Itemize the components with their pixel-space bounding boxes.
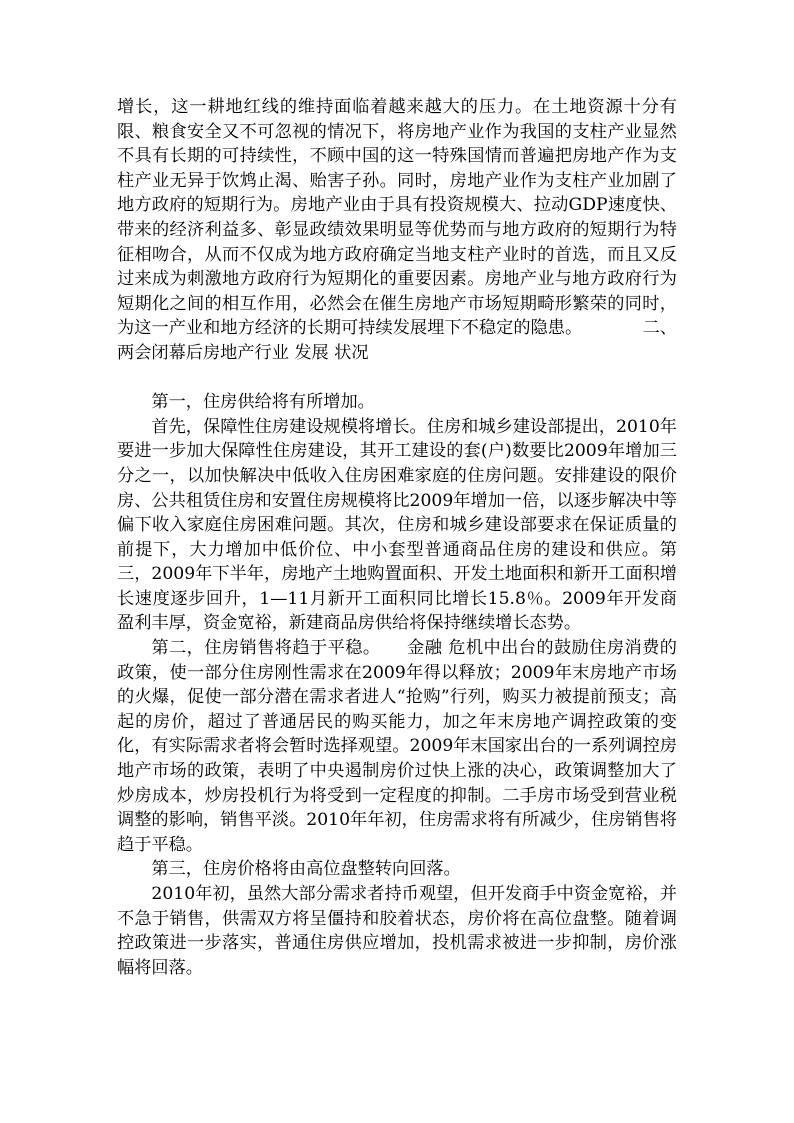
paragraph-point1-heading: 第一，住房供给将有所增加。 [151,392,375,413]
document-body [117,95,677,980]
paragraph-intro: 增长，这一耕地红线的维持面临着越来越大的压力。在土地资源十分有限、粮食安全又不可忽视的情况下，将房地产业作为我国的支柱产业显然不具有长期的可持续性，不顾中国的这一特殊国情而普遍把房地产作为支柱产业无异于饮鸩止渴、贻害子孙。同时，房地产业作为支柱产业加剧了地方政府的短期行为。房地产业由于具有投资规模大、拉动GDP速度快、带来的经济利益多、彰显政绩效果明显等优势而与地方政府的短期行为特征相吻合，从而不仅成为地方政府确定当地支柱产业时的首选，而且又反过来成为刺激地方政府行为短期化的重要因素。房地产业与地方政府行为短期化之间的相互作用，必然会在催生房地产市场短期畸形繁荣的同时，为这一产业和地方经济的长期可持续发展埋下不稳定的隐患。 二、两会闭幕后房地产行业 发展 状况 [117,97,677,363]
paragraph-point3-body: 2010年初，虽然大部分需求者持币观望，但开发商手中资金宽裕，并不急于销售，供需双方将呈僵持和胶着状态，房价将在高位盘整。随着调控政策进一步落实，普通住房供应增加，投机需求被进一步抑制，房价涨幅将回落。 [117,884,677,978]
paragraph-point2: 第二，住房销售将趋于平稳。 金融 危机中出台的鼓励住房消费的政策，使一部分住房刚性需求在2009年得以释放；2009年末房地产市场的火爆，促使一部分潜在需求者进人“抢购”行列，购买力被提前预支；高起的房价，超过了普通居民的购买能力，加之年末房地产调控政策的变化，有实际需求者将会暂时选择观望。2009年末国家出台的一系列调控房地产市场的政策，表明了中央遏制房价过快上涨的决心，政策调整加大了炒房成本，炒房投机行为将受到一定程度的抑制。二手房市场受到营业税调整的影响，销售平淡。2010年年初，住房需求将有所减少，住房销售将趋于平稳。 [117,638,677,855]
paragraph-point1-body: 首先，保障性住房建设规模将增长。住房和城乡建设部提出，2010年要进一步加大保障性住房建设，其开工建设的套(户)数要比2009年增加三分之一，以加快解决中低收入住房困难家庭的住房问题。安排建设的限价房、公共租赁住房和安置住房规模将比2009年增加一倍，以逐步解决中等偏下收入家庭住房困难问题。其次，住房和城乡建设部要求在保证质量的前提下，大力增加中低价位、中小套型普通商品住房的建设和供应。第三，2009年下半年，房地产土地购置面积、开发土地面积和新开工面积增长速度逐步回升，1—11月新开工面积同比增长15.8％。2009年开发商盈利丰厚，资金宽裕，新建商品房供给将保持继续增长态势。 [117,416,677,634]
paragraph-point3-heading: 第三，住房价格将由高位盘整转向回落。 [151,859,461,880]
paragraph-spacer [117,366,677,391]
